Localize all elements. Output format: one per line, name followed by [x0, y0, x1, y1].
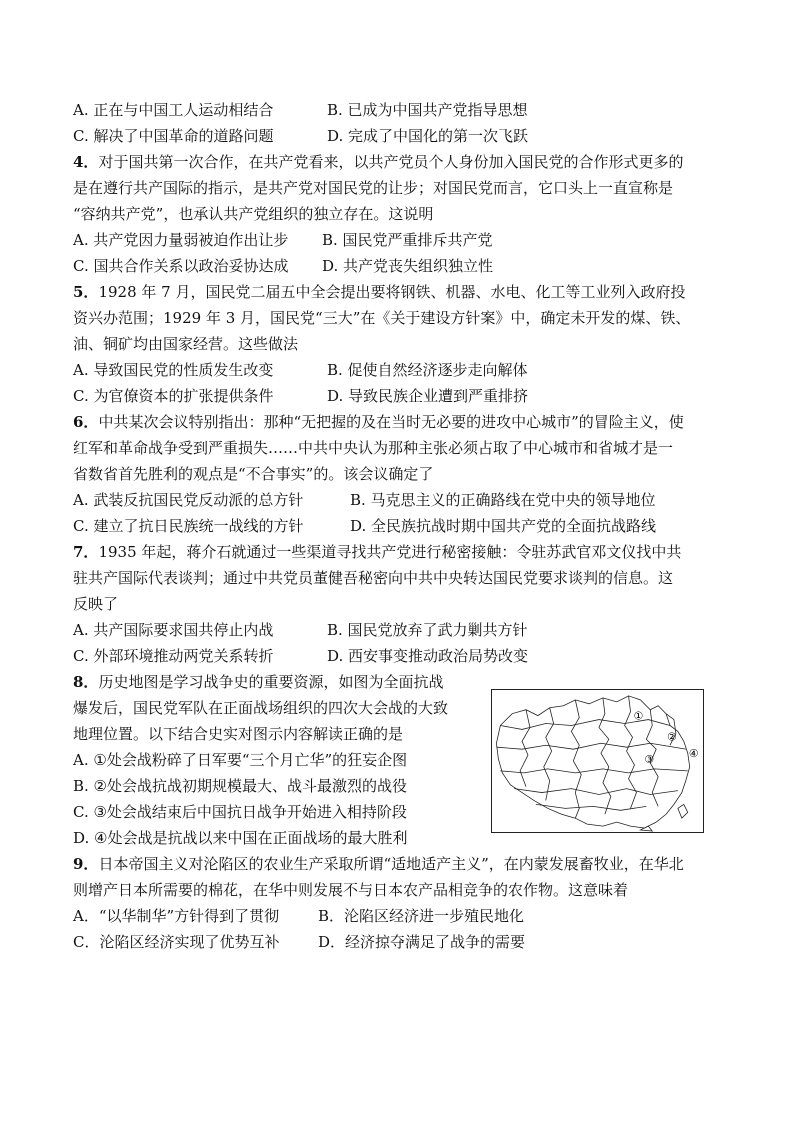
q8-option-c[interactable]: C. ③处会战结束后中国抗日战争开始进入相持阶段 [73, 803, 407, 821]
map-outline [496, 696, 689, 831]
q4-option-d[interactable]: D. 共产党丧失组织独立性 [322, 257, 494, 275]
q7-stem-line-1: 7．1935 年起，蒋介石就通过一些渠道寻找共产党进行秘密接触：令驻苏武官邓文仪找中共 [73, 543, 682, 561]
q5-option-d[interactable]: D. 导致民族企业遭到严重排挤 [327, 387, 529, 405]
q7-stem-line-2: 驻共产国际代表谈判；通过中共党员董健吾秘密向中共中央转达国民党要求谈判的信息。这 [73, 569, 674, 587]
q3-option-b[interactable]: B. 已成为中国共产党指导思想 [327, 101, 528, 119]
q3-option-c[interactable]: C. 解决了中国革命的道路问题 [73, 127, 274, 145]
map-label-4: ④ [688, 747, 699, 761]
q6-option-d[interactable]: D. 全民族抗战时期中国共产党的全面抗战路线 [350, 517, 657, 535]
q7-option-c[interactable]: C. 外部环境推动两党关系转折 [73, 647, 274, 665]
q4-option-a[interactable]: A. 共产党因力量弱被迫作出让步 [73, 231, 289, 249]
battle-map-figure [491, 689, 704, 833]
q5-stem-line-3: 油、铜矿均由国家经营。这些做法 [73, 335, 299, 353]
q9-option-b[interactable]: B．沦陷区经济进一步殖民地化 [318, 907, 525, 925]
q9-stem-line-2: 则增产日本所需要的棉花，在华中则发展不与日本农产品相竞争的农作物。这意味着 [73, 881, 629, 899]
q7-option-d[interactable]: D. 西安事变推动政治局势改变 [327, 647, 529, 665]
q6-stem-line-2: 红军和革命战争受到严重损失……中共中央认为那种主张必须占取了中心城市和省城才是一 [73, 439, 674, 457]
q6-option-a[interactable]: A. 武装反抗国民党反动派的总方针 [73, 491, 304, 509]
q5-option-c[interactable]: C. 为官僚资本的扩张提供条件 [73, 387, 274, 405]
q4-stem-line-3: “容纳共产党”，也承认共产党组织的独立存在。这说明 [73, 205, 434, 223]
q7-option-a[interactable]: A. 共产国际要求国共停止内战 [73, 621, 274, 639]
q5-stem-line-1: 5．1928 年 7 月，国民党二届五中全会提出要将钢铁、机器、水电、化工等工业列入政府投 [73, 283, 686, 301]
q8-option-a[interactable]: A. ①处会战粉碎了日军要“三个月亡华”的狂妄企图 [73, 751, 408, 769]
q9-option-a[interactable]: A．“以华制华”方针得到了贯彻 [73, 907, 280, 925]
map-label-2: ② [667, 730, 677, 744]
q6-option-b[interactable]: B. 马克思主义的正确路线在党中央的领导地位 [350, 491, 656, 509]
q9-option-c[interactable]: C．沦陷区经济实现了优势互补 [73, 933, 280, 951]
q8-stem-line-3: 地理位置。以下结合史实对图示内容解读正确的是 [73, 725, 404, 743]
q6-stem-line-3: 省数省首先胜利的观点是“不合事实”的。该会议确定了 [73, 465, 434, 483]
q7-option-b[interactable]: B. 国民党放弃了武力剿共方针 [327, 621, 528, 639]
q8-option-d[interactable]: D. ④处会战是抗战以来中国在正面战场的最大胜利 [73, 829, 408, 847]
q9-stem-line-1: 9．日本帝国主义对沦陷区的农业生产采取所谓“适地适产主义”，在内蒙发展畜牧业，在华北 [73, 855, 684, 873]
q6-option-c[interactable]: C. 建立了抗日民族统一战线的方针 [73, 517, 304, 535]
q3-option-a[interactable]: A. 正在与中国工人运动相结合 [73, 101, 274, 119]
q4-option-c[interactable]: C. 国共合作关系以政治妥协达成 [73, 257, 289, 275]
q7-stem-line-3: 反映了 [73, 595, 119, 613]
q7-number: 7． [73, 543, 99, 561]
q3-option-d[interactable]: D. 完成了中国化的第一次飞跃 [327, 127, 529, 145]
q5-option-b[interactable]: B. 促使自然经济逐步走向解体 [327, 361, 528, 379]
q6-stem-line-1: 6．中共某次会议特别指出：那种“无把握的及在当时无必要的进攻中心城市”的冒险主义，使 [73, 413, 684, 431]
q9-option-d[interactable]: D．经济掠夺满足了战争的需要 [318, 933, 526, 951]
q4-option-b[interactable]: B. 国民党严重排斥共产党 [322, 231, 493, 249]
q8-number: 8． [73, 673, 99, 691]
q4-stem-line-1: 4．对于国共第一次合作，在共产党看来，以共产党员个人身份加入国民党的合作形式更多的 [73, 153, 684, 171]
q8-option-b[interactable]: B. ②处会战抗战初期规模最大、战斗最激烈的战役 [73, 777, 408, 795]
q8-stem-line-2: 爆发后，国民党军队在正面战场组织的四次大会战的大致 [73, 699, 449, 717]
map-label-1: ① [633, 709, 644, 723]
q5-option-a[interactable]: A. 导致国民党的性质发生改变 [73, 361, 274, 379]
q5-number: 5． [73, 283, 99, 301]
q8-stem-line-1: 8．历史地图是学习战争史的重要资源，如图为全面抗战 [73, 673, 444, 691]
china-map [492, 690, 703, 832]
map-label-3: ③ [644, 752, 655, 766]
q4-number: 4． [73, 153, 99, 171]
q9-number: 9． [73, 855, 99, 873]
q6-number: 6． [73, 413, 99, 431]
q5-stem-line-2: 资兴办范围；1929 年 3 月，国民党“三大”在《关于建设方针案》中，确定未开发的煤、铁、 [73, 309, 691, 327]
q4-stem-line-2: 是在遵行共产国际的指示，是共产党对国民党的让步；对国民党而言，它口头上一直宣称是 [73, 179, 674, 197]
